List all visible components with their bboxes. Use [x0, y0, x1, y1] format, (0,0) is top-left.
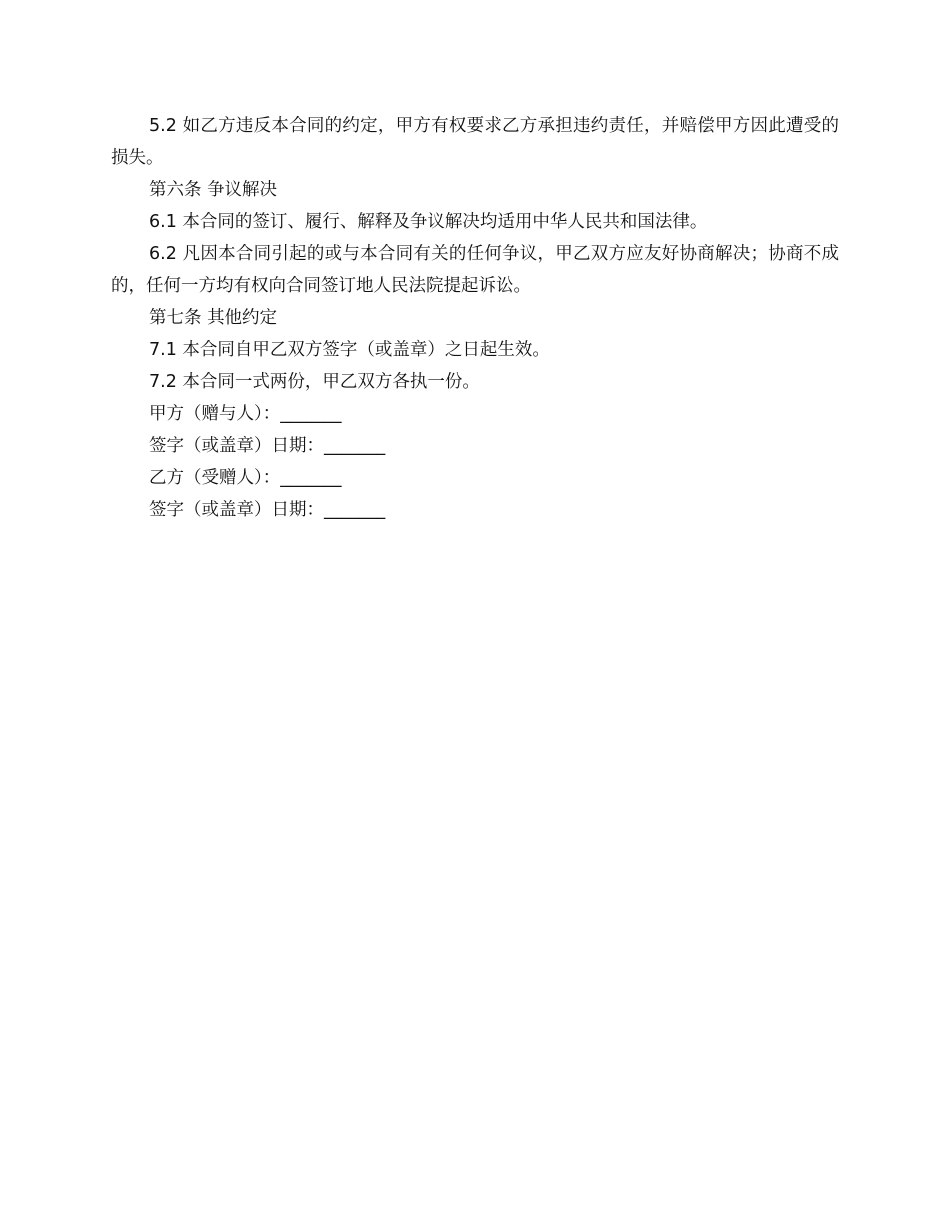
article-6-heading: 第六条 争议解决	[149, 180, 278, 200]
party-a-signature-line: 甲方（赠与人）：_______	[149, 404, 342, 424]
party-b-date-line: 签字（或盖章）日期：_______	[149, 500, 386, 520]
clause-7-2: 7.2 本合同一式两份，甲乙双方各执一份。	[149, 372, 480, 392]
party-b-signature-line: 乙方（受赠人）：_______	[149, 468, 342, 488]
article-7-heading: 第七条 其他约定	[149, 308, 278, 328]
clause-7-1: 7.1 本合同自甲乙双方签字（或盖章）之日起生效。	[149, 340, 550, 360]
clause-6-1: 6.1 本合同的签订、履行、解释及争议解决均适用中华人民共和国法律。	[149, 212, 708, 232]
clause-6-2: 6.2 凡因本合同引起的或与本合同有关的任何争议，甲乙双方应友好协商解决；协商不成的，任何一方均有权向合同签订地人民法院提起诉讼。	[111, 244, 839, 296]
clause-5-2: 5.2 如乙方违反本合同的约定，甲方有权要求乙方承担违约责任，并赔偿甲方因此遭受的损失。	[111, 116, 839, 168]
document-body	[111, 110, 839, 526]
party-a-date-line: 签字（或盖章）日期：_______	[149, 436, 386, 456]
